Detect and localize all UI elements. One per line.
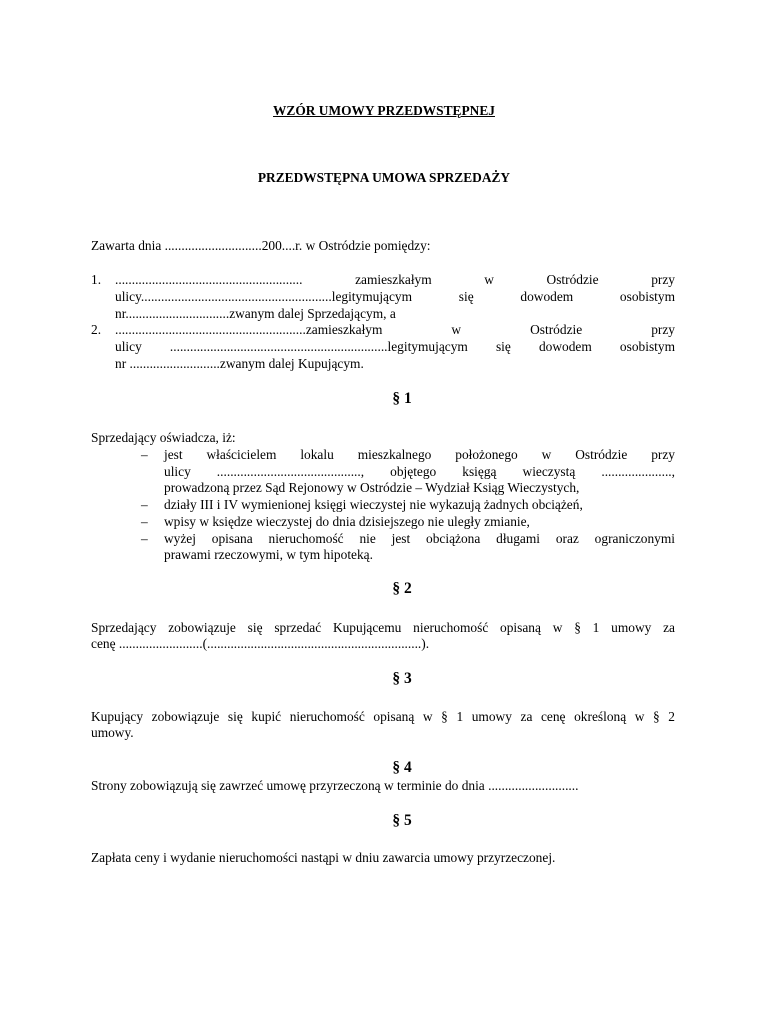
section-2-line-1: Sprzedający zobowiązuje się sprzedać Kupującemu nieruchomość opisaną w § 1 umowy za	[91, 620, 675, 635]
section-1-lead: Sprzedający oświadcza, iż:	[91, 430, 236, 445]
bullet-4-line-1: wyżej opisana nieruchomość nie jest obciążona długami oraz ograniczonymi	[164, 531, 675, 546]
bullet-3-line-1: wpisy w księdze wieczystej do dnia dzisiejszego nie uległy zmianie,	[164, 514, 530, 529]
party-1-number: 1.	[91, 272, 102, 287]
section-2-heading: § 2	[392, 580, 412, 597]
section-2-line-2: cenę .........................(................................................................).	[91, 636, 430, 651]
party-2-line-1: .........................................................zamieszkałym w Ostródzie przy	[115, 322, 675, 337]
section-4-line-1: Strony zobowiązują się zawrzeć umowę przyrzeczoną w terminie do dnia ...........................	[91, 778, 579, 793]
section-5-line-1: Zapłata ceny i wydanie nieruchomości nastąpi w dniu zawarcia umowy przyrzeczonej.	[91, 850, 556, 865]
section-3-line-1: Kupujący zobowiązuje się kupić nieruchomość opisaną w § 1 umowy za cenę określoną w § 2	[91, 709, 675, 724]
bullet-1-line-2: ulicy ..........................................., objętego księgą wieczystą .....................,	[164, 464, 675, 479]
intro-text: Zawarta dnia .............................200....r. w Ostródzie pomiędzy:	[91, 238, 431, 253]
document-title: WZÓR UMOWY PRZEDWSTĘPNEJ	[273, 103, 495, 118]
bullet-dash: –	[141, 447, 148, 462]
bullet-2-line-1: działy III i IV wymienionej księgi wieczystej nie wykazują żadnych obciążeń,	[164, 497, 583, 512]
bullet-1-line-1: jest właścicielem lokalu mieszkalnego położonego w Ostródzie przy	[164, 447, 675, 462]
section-3-heading: § 3	[392, 670, 412, 687]
bullet-dash: –	[141, 514, 148, 529]
section-4-heading: § 4	[392, 759, 412, 776]
bullet-4-line-2: prawami rzeczowymi, w tym hipoteką.	[164, 547, 373, 562]
bullet-dash: –	[141, 497, 148, 512]
section-1-heading: § 1	[392, 390, 412, 407]
bullet-dash: –	[141, 531, 148, 546]
party-1-line-2: ulicy.........................................................legitymującym się dowodem osobistym	[115, 289, 675, 304]
party-1-line-1: ........................................................ zamieszkałym w Ostródzie przy	[115, 272, 675, 287]
party-1-line-3: nr...............................zwanym dalej Sprzedającym, a	[115, 306, 396, 321]
document-subtitle: PRZEDWSTĘPNA UMOWA SPRZEDAŻY	[257, 170, 511, 185]
party-2-number: 2.	[91, 322, 102, 337]
section-3-line-2: umowy.	[91, 725, 134, 740]
party-2-line-2: ulicy .................................................................legitymującym się dowodem osobistym	[115, 339, 675, 354]
party-2-line-3: nr ...........................zwanym dalej Kupującym.	[115, 356, 364, 371]
bullet-1-line-3: prowadzoną przez Sąd Rejonowy w Ostródzie – Wydział Ksiąg Wieczystych,	[164, 480, 580, 495]
section-5-heading: § 5	[392, 812, 412, 829]
